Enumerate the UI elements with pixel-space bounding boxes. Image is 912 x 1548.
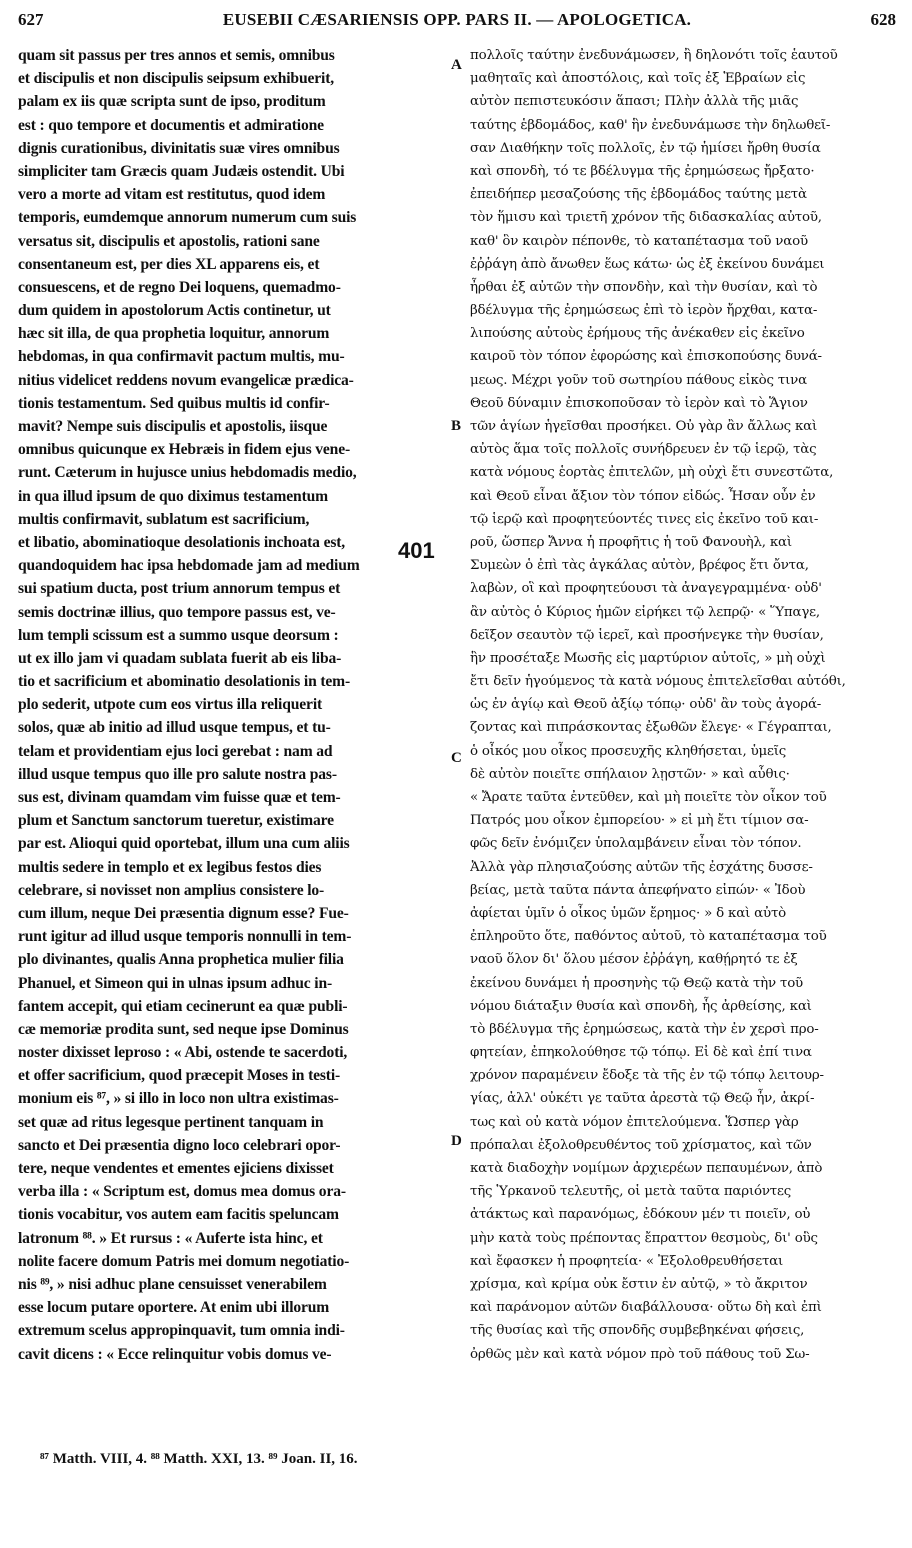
greek-text-line: πρόπαλαι ἐξολοθρευθέντος τοῦ χρίσματος, καὶ τῶν xyxy=(470,1137,812,1153)
latin-text-line: plum et Sanctum sanctorum tueretur, existimare xyxy=(18,812,334,830)
greek-text-line: πολλοῖς ταύτην ἐνεδυνάμωσεν, ἢ δηλονότι τοῖς ἑαυτοῦ xyxy=(470,48,838,63)
latin-text-line: illud usque tempus quo ille pro salute nostra pas- xyxy=(18,765,337,783)
latin-text-line: cæ memoriæ prodita sunt, sed neque ipse Dominus xyxy=(18,1020,349,1038)
greek-text-line: μεως. Μέχρι γοῦν τοῦ σωτηρίου πάθους εἰκὸς τινα xyxy=(470,372,807,388)
latin-text-line: tionis testamentum. Sed quibus multis id confir- xyxy=(18,394,330,412)
latin-text-line: dum quidem in apostolorum Actis continetur, ut xyxy=(18,302,331,320)
greek-text-line: ἣν προσέταξε Μωσῆς εἰς μαρτύριον αὐτοῖς, » μὴ οὐχὶ xyxy=(470,650,826,666)
greek-text-line: τῶν ἁγίων ἡγεῖσθαι προσήκει. Οὐ γὰρ ἂν ἄλλως καὶ xyxy=(470,419,818,434)
greek-text-line: τῆς Ὑρκανοῦ τελευτῆς, οἱ μετὰ ταῦτα παριόντες xyxy=(470,1184,792,1200)
latin-text-line: tionis vocabitur, vos autem eam facitis speluncam xyxy=(18,1206,339,1224)
latin-text-line: cum illum, neque Dei præsentia dignum esse? Fue- xyxy=(18,904,349,922)
section-marker-a: A xyxy=(451,57,462,73)
greek-text-line: Θεοῦ δύναμιν ἐπισκοποῦσαν τὸ ἱερὸν καὶ τὸ Ἅγιον xyxy=(470,395,808,411)
greek-text-line: χρίσμα, καὶ κρίμα οὐκ ἔστιν ἐν αὐτῷ, » τὸ ἄκριτον xyxy=(470,1276,808,1292)
latin-text-line: omnibus quicunque ex Hebræis in fidem ejus vene- xyxy=(18,441,351,459)
greek-text-line: σαν Διαθήκην τοῖς πολλοῖς, ἐν τῷ ἡμίσει ἤρθη θυσία xyxy=(470,140,821,156)
greek-text-line: καιροῦ τὸν τόπον ἐφορώσης καὶ ἐπισκοπούσης δυνά- xyxy=(470,349,822,365)
latin-text-line: consuescens, et de regno Dei loquens, quemadmo- xyxy=(18,278,341,296)
greek-text-line: τῷ ἱερῷ καὶ προφητεύοντές τινες εἰς ἐκεῖνο τοῦ και- xyxy=(470,511,819,527)
greek-text-line: « Ἄρατε ταῦτα ἐντεῦθεν, καὶ μὴ ποιεῖτε τὸν οἶκον τοῦ xyxy=(470,790,827,805)
greek-text-line: μὴν κατὰ τοὺς πρέποντας ἔπραττον θεσμοὺς, δι' οὓς xyxy=(470,1230,818,1246)
latin-text-line: multis sedere in templo et ex legibus festos dies xyxy=(18,858,322,876)
latin-text-line: hæc sit illa, de qua prophetia loquitur, annorum xyxy=(18,325,330,343)
latin-text-line: celebrare, si novisset non amplius consistere lo- xyxy=(18,881,325,899)
latin-text-line: dignis curationibus, divinitatis suæ vires omnibus xyxy=(18,139,340,157)
greek-text-line: Πατρός μου οἶκον ἐμπορείου· » εἰ μὴ ἔτι τίμιον σα- xyxy=(470,813,809,829)
greek-text-line: ἐῤῥάγη ἀπὸ ἄνωθεν ἕως κάτω· ὡς ἐξ ἐκείνου δυνάμει xyxy=(470,256,825,272)
latin-text-line: hebdomas, in qua confirmavit pactum multis, mu- xyxy=(18,348,345,366)
greek-text-line: ἂν αὐτὸς ὁ Κύριος ἡμῶν εἰρήκει τῷ λεπρῷ· « Ὕπαγε, xyxy=(470,604,820,620)
greek-text-line: φῶς δεῖν ἐνόμιζεν ὑπολαμβάνειν εἶναι τὸν τόπον. xyxy=(470,836,802,852)
page-number-right: 628 xyxy=(870,10,896,29)
greek-text-line: αὐτὸν πεπιστευκόσιν ἅπασι; Πλὴν ἀλλὰ τῆς μιᾶς xyxy=(470,94,799,110)
latin-text-line: extremum scelus appropinquavit, tum omnia indi- xyxy=(18,1322,345,1340)
greek-text-line: ἐπληροῦτο ὅτε, παθόντος αὐτοῦ, τὸ καταπέτασμα τοῦ xyxy=(470,929,827,945)
latin-text-line: nis ⁸⁹, » nisi adhuc plane censuisset venerabilem xyxy=(18,1275,327,1293)
latin-text-line: temporis, eumdemque annorum numerum cum suis xyxy=(18,209,357,227)
page-header xyxy=(18,10,896,38)
greek-text-line: καὶ παράνομον αὐτῶν διαβάλλουσα· οὕτω δὴ καὶ ἐπὶ xyxy=(470,1300,822,1316)
greek-text-line: κατὰ διαδοχὴν νομίμων ἀρχιερέων πεπαυμένων, ἀπὸ xyxy=(470,1161,823,1176)
footnotes: ⁸⁷ Matth. VIII, 4. ⁸⁸ Matth. XXI, 13. ⁸⁹ Joan. II, 16. xyxy=(40,1451,358,1467)
greek-text-line: ροῦ, ὥσπερ Ἄννα ἡ προφῆτις ἡ τοῦ Φανουὴλ, καὶ xyxy=(470,534,792,550)
latin-text-line: latronum ⁸⁸. » Et rursus : « Auferte ista hinc, et xyxy=(18,1229,323,1247)
column-number: 401 xyxy=(398,538,435,563)
greek-text-line: ταύτης ἑβδομάδος, καθ' ἣν ἐνεδυνάμωσε τὴν δηλωθεῖ- xyxy=(470,117,831,133)
greek-text-line: Ἀλλὰ γὰρ πλησιαζούσης αὐτῶν τῆς ἐσχάτης δυσσε- xyxy=(470,859,813,875)
latin-text-line: cavit dicens : « Ecce relinquitur vobis domus ve- xyxy=(18,1345,332,1363)
greek-text-line: καθ' ὃν καιρὸν πέπονθε, τὸ καταπέτασμα τοῦ ναοῦ xyxy=(470,233,808,249)
latin-text-line: plo divinantes, qualis Anna prophetica mulier filia xyxy=(18,951,344,969)
greek-text-line: δὲ αὐτὸν ποιεῖτε σπήλαιον λῃστῶν· » καὶ αὖθις· xyxy=(470,766,790,782)
latin-text-line: fantem accepit, qui etiam cecinerunt ea quæ publi- xyxy=(18,997,348,1015)
latin-text-line: sus est, divinam quamdam vim fuisse quæ et tem- xyxy=(18,789,341,806)
greek-text-line: χρόνον παραμένειν ἔδοξε τὰ τῆς ἐν τῷ τόπῳ λειτουρ- xyxy=(470,1068,824,1084)
greek-text-line: ζοντας καὶ πιπράσκοντας ἐξωθῶν ἔλεγε· « Γέγραπται, xyxy=(470,720,832,736)
section-marker-d: D xyxy=(451,1133,462,1149)
greek-text-line: ναοῦ ὅλον δι' ὅλου μέσον ἐῤῥάγη, καθῄρητό τε ἐξ xyxy=(470,952,798,968)
latin-text-line: tio et sacrificium et abominatio desolationis in tem- xyxy=(18,673,351,691)
latin-text-line: esse locum putare oportere. At enim ubi illorum xyxy=(18,1299,330,1317)
latin-text-line: et offer sacrificium, quod præcepit Moses in testi- xyxy=(18,1067,341,1085)
latin-text-line: sancto et Dei præsentia digno loco celebrari opor- xyxy=(18,1136,341,1154)
latin-text-line: mavit? Nempe suis discipulis et apostolis, iisque xyxy=(18,418,328,435)
latin-text-line: nolite facere domum Patris mei domum negotiatio- xyxy=(18,1252,350,1270)
greek-text-line: καὶ σπονδὴ, τό τε βδέλυγμα τῆς ἐρημώσεως ἤρξατο· xyxy=(470,163,815,179)
latin-text-line: multis confirmavit, sublatum est sacrificium, xyxy=(18,510,310,528)
greek-text-line: λιπούσης αὐτοὺς ἐρήμους τῆς ἀνέκαθεν εἰς ἐκεῖνο xyxy=(470,326,805,342)
greek-text-line: ἀτάκτως καὶ παρανόμως, ἐδόκουν μέν τι ποιεῖν, οὐ xyxy=(470,1207,811,1223)
latin-text-line: set quæ ad ritus legesque pertinent tanquam in xyxy=(18,1113,324,1131)
latin-text-line: Phanuel, et Simeon qui in ulnas ipsum adhuc in- xyxy=(18,974,333,992)
greek-text-line: Συμεὼν ὁ ἐπὶ τὰς ἀγκάλας αὐτὸν, βρέφος ἔτι ὄντα, xyxy=(470,558,809,574)
greek-text-line: ἔτι δεῖν ἡγούμενος τὰ κατὰ νόμους ἐπιτελεῖσθαι αὐτόθι, xyxy=(470,674,846,690)
latin-text-line: tere, neque vendentes et ementes ejiciens dixisset xyxy=(18,1160,334,1177)
greek-text-line: καὶ Θεοῦ εἶναι ἄξιον τὸν τόπον εἰδώς. Ἦσαν οὖν ἐν xyxy=(470,488,816,504)
greek-text-line: ἀφίεται ὑμῖν ὁ οἶκος ὑμῶν ἔρημος· » δ καὶ αὐτὸ xyxy=(470,905,787,921)
latin-text-line: telam et providentiam ejus loci gerebat : nam ad xyxy=(18,742,333,760)
greek-text-line: λαβὼν, οἳ καὶ προφητεύουσι τὰ ἀναγεγραμμένα· οὐδ' xyxy=(470,581,822,597)
latin-text-line: lum templi scissum est a summo usque deorsum : xyxy=(18,626,339,644)
page-number-left: 627 xyxy=(18,10,44,29)
latin-column xyxy=(18,44,450,1366)
latin-text-line: nitius videlicet reddens novum evangelicæ prædica- xyxy=(18,371,354,389)
greek-text-line: ἐκείνου δυνάμει ἡ προσηνὴς τῷ Θεῷ κατὰ τὴν τοῦ xyxy=(470,975,804,991)
latin-text-line: in qua illud ipsum de quo diximus testamentum xyxy=(18,487,328,505)
latin-text-line: versatus sit, discipulis et apostolis, rationi sane xyxy=(18,232,320,250)
greek-text-line: δεῖξον σεαυτὸν τῷ ἱερεῖ, καὶ προσήνεγκε τὴν θυσίαν, xyxy=(470,627,824,643)
latin-text-line: noster dixisset leproso : « Abi, ostende te sacerdoti, xyxy=(18,1044,348,1062)
latin-text-line: ut ex illo jam vi quadam sublata fuerit ab eis liba- xyxy=(18,649,342,667)
latin-text-line: vero a morte ad vitam est restitutus, quod idem xyxy=(18,186,326,204)
latin-text-line: par est. Alioqui quid oportebat, illum una cum aliis xyxy=(18,835,350,853)
latin-text-line: palam ex iis quæ scripta sunt de ipso, proditum xyxy=(18,93,326,111)
section-marker-b: B xyxy=(451,418,462,434)
greek-column xyxy=(470,44,896,1366)
section-marker-c: C xyxy=(451,750,462,766)
greek-text-line: γίας, ἀλλ' οὐκέτι γε ταῦτα ἀρεστὰ τῷ Θεῷ ἦν, ἀκρί- xyxy=(470,1091,815,1107)
greek-text-line: ὁ οἶκός μου οἶκος προσευχῆς κληθήσεται, ὑμεῖς xyxy=(470,743,787,759)
latin-text-line: monium eis ⁸⁷, » si illo in loco non ultra existimas- xyxy=(18,1090,339,1108)
latin-text-line: sui spatium ducta, post trium annorum tempus et xyxy=(18,580,341,598)
latin-text-line: runt. Cæterum in hujusce unius hebdomadis medio, xyxy=(18,464,357,482)
greek-text-line: αὐτὸς ἅμα τοῖς πολλοῖς συνήδρευεν ἐν τῷ ἱερῷ, τὰς xyxy=(470,442,817,458)
greek-text-line: νόμου διάταξιν θυσία καὶ σπονδὴ, ἧς ἀρθείσης, καὶ xyxy=(470,998,812,1014)
greek-text-line: βείας, μετὰ ταῦτα πάντα ἀπεφήνατο εἰπών· « Ἰδοὺ xyxy=(470,882,806,898)
latin-text-line: runt igitur ad illud usque temporis nonnulli in tem- xyxy=(18,928,352,946)
latin-text-line: consentaneum est, per dies XL apparens eis, et xyxy=(18,255,320,273)
greek-text-line: κατὰ νόμους ἑορτὰς ἐπιτελῶν, μὴ οὐχὶ ἔτι συνεστῶτα, xyxy=(470,465,834,481)
latin-text-line: solos, quæ ab initio ad illud usque tempus, et tu- xyxy=(18,719,331,737)
latin-text-line: plo sederit, utpote cum eos virtus illa reliquerit xyxy=(18,696,323,714)
greek-text-line: ἐπειδήπερ μεσαζούσης τῆς ἑβδομάδος ταύτης μετὰ xyxy=(470,187,807,203)
latin-text-line: verba illa : « Scriptum est, domus mea domus ora- xyxy=(18,1183,346,1201)
greek-text-line: καὶ ἔφασκεν ἡ προφητεία· « Ἐξολοθρευθήσεται xyxy=(470,1253,784,1269)
latin-text-line: semis doctrinæ illius, quo tempore passus est, ve- xyxy=(18,603,336,621)
greek-text-line: φητείαν, ἐπηκολούθησε τῷ τόπῳ. Εἰ δὲ καὶ ἐπί τινα xyxy=(470,1045,812,1061)
greek-text-line: ὡς ἐν ἁγίῳ καὶ Θεοῦ ἀξίῳ τόπῳ· οὐδ' ἂν τοὺς ἀγορά- xyxy=(470,697,822,713)
greek-text-line: βδέλυγμα τῆς ἐρημώσεως ἐπὶ τὸ ἱερὸν ἤρχθαι, κατα- xyxy=(470,303,818,319)
latin-text-line: est : quo tempore et documentis et admiratione xyxy=(18,116,324,134)
latin-text-line: quam sit passus per tres annos et semis, omnibus xyxy=(18,47,335,64)
greek-text-line: μαθηταῖς καὶ ἀποστόλοις, καὶ τοῖς ἐξ Ἑβραίων εἰς xyxy=(470,71,806,87)
latin-text-line: simpliciter tam Græcis quam Judæis ostendit. Ubi xyxy=(18,162,345,180)
latin-text-line: et libatio, abominatioque desolationis inchoata est, xyxy=(18,533,346,551)
greek-text-line: ὀρθῶς μὲν καὶ κατὰ νόμον πρὸ τοῦ πάθους τοῦ Σω- xyxy=(470,1346,810,1362)
latin-text-line: et discipulis et non discipulis seipsum exhibuerit, xyxy=(18,70,334,88)
greek-text-line: τως καὶ οὐ κατὰ νόμον ἐπιτελούμενα. Ὥσπερ γὰρ xyxy=(470,1114,799,1130)
greek-text-line: τὸν ἥμισυ καὶ τριετῆ χρόνον τῆς διδασκαλίας αὐτοῦ, xyxy=(470,210,822,226)
greek-text-line: τὸ βδέλυγμα τῆς ἐρημώσεως, κατὰ τὴν ἐν χερσὶ προ- xyxy=(470,1021,819,1037)
latin-text-line: quandoquidem hac ipsa hebdomade jam ad medium xyxy=(18,557,360,575)
running-title: EUSEBII CÆSARIENSIS OPP. PARS II. — APOLOGETICA. xyxy=(222,10,692,29)
greek-text-line: τῆς θυσίας καὶ τῆς σπονδῆς συμβεβηκέναι φήσεις, xyxy=(470,1323,805,1339)
greek-text-line: ἦρθαι ἐξ αὐτῶν τὴν σπονδὴν, καὶ τὴν θυσίαν, καὶ τὸ xyxy=(470,279,818,295)
